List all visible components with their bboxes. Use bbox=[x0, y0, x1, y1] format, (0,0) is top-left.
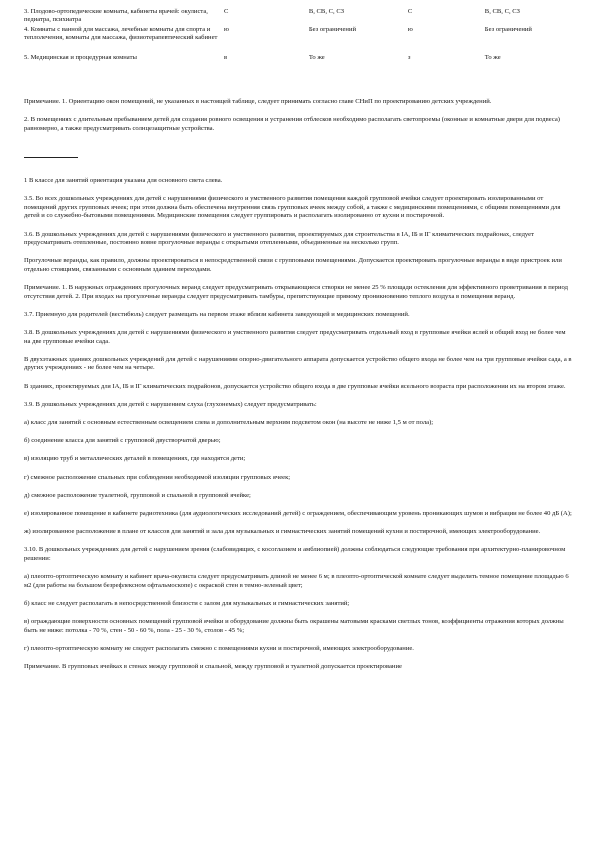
list-item: б) класс не следует располагать в непосредственной близости с залом для музыкальных и гимнастических занятий; bbox=[24, 599, 350, 607]
list-item: е) изолированное помещение в кабинете радиотехника (для аудиологических исследований детей) с ограждением, обеспечивающим уровень проникающих шумов и вибрации не более 40 дБ (А); bbox=[24, 509, 572, 517]
note-paragraph: Примечание. В групповых ячейках в стенах между групповой и спальной, между групповой и туалетной допускается проектирование bbox=[24, 663, 402, 671]
footnote-paragraph: 1 В классе для занятий ориентация указана для основного света слева. bbox=[24, 177, 223, 184]
section-paragraph: В зданиях, проектируемых для IA, IБ и IГ климатических подрайонов, допускается устройство общего входа в две групповые ячейки ясельного возраста при расположении их на втором этаже. bbox=[24, 382, 566, 390]
list-item: д) смежное расположение туалетной, групповой и спальной в групповой ячейке; bbox=[24, 491, 251, 499]
table-cell: То же bbox=[308, 54, 325, 61]
note-paragraph: Примечание. 1. Ориентацию окон помещений, не указанных в настоящей таблице, следует принимать согласно главе СНиП по проектированию детских учреждений. bbox=[24, 98, 492, 105]
section-paragraph: 3.6. В дошкольных учреждениях для детей с нарушениями физического и умственного развития, проектируемых для строительства в IA, IБ и IГ климатических подрайонах, следует предусматривать отепленные, постоянно вовне прогулочные веранды с открытыми отепленными, объединенные на несколько групп. bbox=[24, 230, 534, 247]
list-item: а) плеопто-ортоптическую комнату и кабинет врача-окулиста следует предусматривать длиной не менее 6 м; в плеопто-ортоптической комнате следует выделить темное помещение площадью 6 м2 (для работы на большом безрефлексном офтальмоскопе) с окраской стен в темно-зеленый цвет; bbox=[24, 573, 569, 589]
table-cell: з bbox=[407, 54, 411, 61]
section-paragraph: 3.5. Во всех дошкольных учреждениях для детей с нарушениями физического и умственного развития помещения каждой групповой ячейки следует проектировать изолированными от помещений других групповых ячеек; при этом должна быть обеспечена внутренняя связь групповых ячеек между собой, а также с медицинскими помещениями, с общими помещениями для детей и со служебно-бытовыми помещениями. Медицинские помещения следует группировать и располагать изолированно от кухни и постирочной. bbox=[24, 195, 561, 220]
list-item: г) смежное расположение спальных при соблюдении необходимой изоляции групповых ячеек; bbox=[24, 473, 291, 481]
table-cell: Без ограничений bbox=[308, 26, 357, 33]
table-cell: Без ограничений bbox=[484, 26, 532, 33]
table-cell: С bbox=[224, 8, 229, 15]
section-paragraph: 3.9. В дошкольных учреждениях для детей с нарушением слуха (глухонемых) следует предусматривать: bbox=[24, 400, 317, 408]
list-item: а) класс для занятий с основным естественным освещением слева и дополнительным верхним подсветом окон (на высоте не ниже 1,5 м от пола); bbox=[24, 419, 434, 427]
table-row bbox=[24, 8, 576, 26]
table-row bbox=[24, 54, 576, 66]
table-cell: в bbox=[224, 54, 228, 61]
orientation-table bbox=[24, 8, 576, 66]
section-paragraph: 3.8. В дошкольных учреждениях для детей с нарушениями физического и умственного развития следует предусматривать отдельный вход в групповые ячейки яслей и общий вход не более чем на две групповые ячейки сада. bbox=[24, 329, 566, 345]
room-name-cell: 3. Плодово-ортопедические комнаты, кабинеты врачей: окулиста, педиатра, психиатра bbox=[24, 8, 208, 24]
list-item: б) соединение класса для занятий с групповой двустворчатой дверью; bbox=[24, 437, 221, 445]
note-paragraph: 2. В помещениях с длительным пребыванием детей для создания ровного освещения и устранения отблесков необходимо располагать светопроемы (оконные и комнатные двери для подвеса) равномерно, а также предусматривать солнцезащитные устройства. bbox=[24, 116, 560, 132]
table-cell: С bbox=[407, 8, 413, 15]
room-name-cell: 5. Медицинская и процедурная комнаты bbox=[24, 54, 137, 61]
footnote-divider bbox=[24, 157, 78, 158]
list-item: ж) изолированное расположение в плане от классов для занятий и зала для музыкальных и гимнастических занятий помещений кухни и постирочной, имеющих электрооборудование. bbox=[24, 528, 541, 536]
list-item: в) ограждающие поверхности основных помещений групповой ячейки и оборудование должны быть окрашены матовыми красками светлых тонов, коэффициенты отражения которых должны быть не ниже: потолка - 70 %, стен - 50 - 60 %, пола - 25 - 30 %, столов - 45 %; bbox=[24, 618, 564, 634]
section-paragraph: 3.7. Приемную для родителей (вестибюль) следует размещать на первом этаже вблизи кабинета заведующей и медицинских помещений. bbox=[24, 310, 410, 318]
table-cell: В, СВ, С, СЗ bbox=[484, 8, 520, 15]
table-cell: В, СВ, С, СЗ bbox=[308, 8, 345, 15]
main-text bbox=[24, 177, 572, 681]
list-item: г) плеопто-ортоптическую комнату не следует располагать смежно с помещениями кухни и постирочной, имеющих электрооборудование. bbox=[24, 644, 414, 652]
table-notes bbox=[24, 98, 572, 143]
note-paragraph: Примечание. 1. В наружных ограждениях прогулочных веранд следует предусматривать открывающиеся створки не менее 25 % площади остекления для эффективного проветривания в период отсутствия детей. 2. При входах на прогулочные веранды следует предусматривать тамбуры, препятствующие прямому проникновению теплого воздуха в помещения веранд. bbox=[24, 284, 568, 300]
section-paragraph: В двухэтажных зданиях дошкольных учреждений для детей с нарушениями опорно-двигательного аппарата допускается устройство общего входа не более чем на три групповые ячейки сада, а в других учреждениях - не более чем на четыре. bbox=[24, 355, 572, 372]
table-cell: То же bbox=[484, 54, 501, 61]
section-paragraph: Прогулочные веранды, как правило, должны проектироваться в непосредственной связи с групповыми помещениями. Допускается проектировать прогулочные веранды в виде пристроек или отдельно стоящими, связанными с основным зданием переходами. bbox=[24, 257, 562, 273]
table-cell: ю bbox=[407, 26, 413, 33]
list-item: в) изоляцию труб и металлических деталей в помещениях, где находятся дети; bbox=[24, 455, 246, 463]
table-cell: ю bbox=[224, 26, 229, 33]
table-row bbox=[24, 26, 576, 54]
section-paragraph: 3.10. В дошкольных учреждениях для детей с нарушением зрения (слабовидящих, с косоглазием и амблиопией) должны соблюдаться следующие требования при архитектурно-планировочном решении: bbox=[24, 546, 566, 562]
room-name-cell: 4. Комнаты с ванной для массажа, лечебные комнаты для спорта и теплолечения, комнаты для массажа, физиотерапевтический кабинет bbox=[24, 26, 218, 42]
